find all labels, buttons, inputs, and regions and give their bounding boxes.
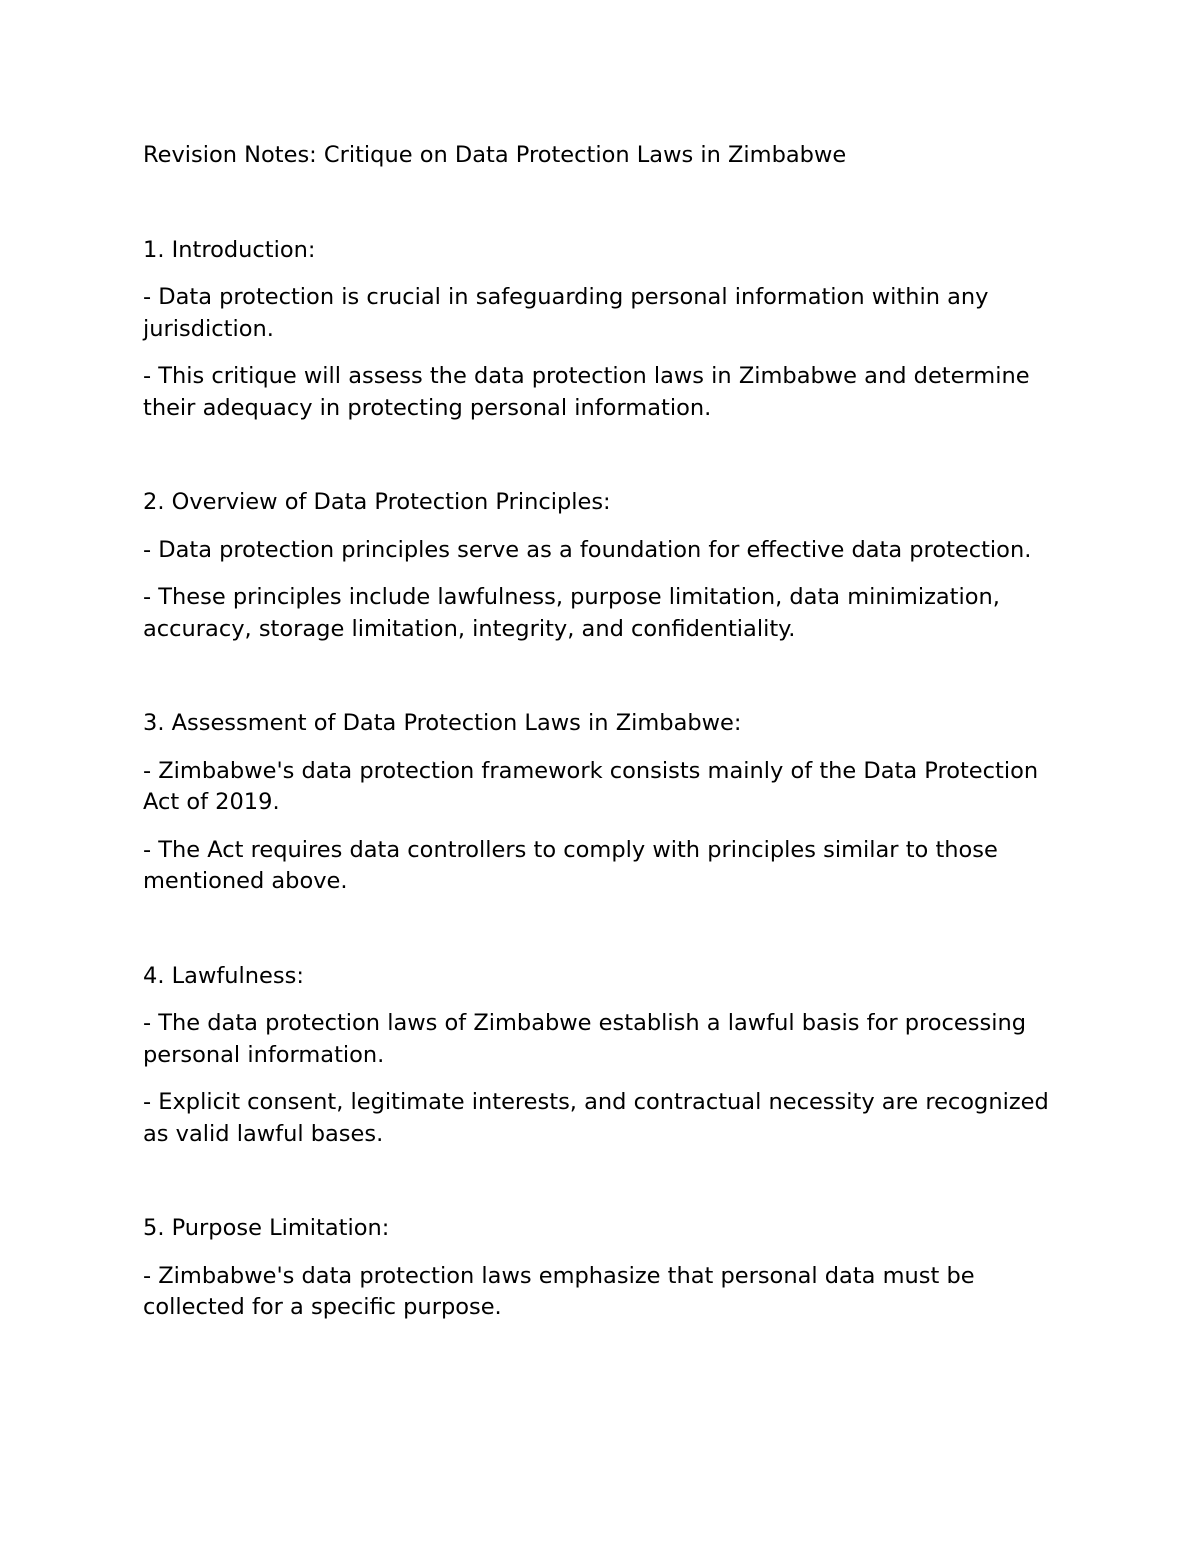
section-assessment — [143, 708, 1073, 898]
section-introduction — [143, 235, 1073, 425]
section-heading: 2. Overview of Data Protection Principles: — [143, 489, 611, 515]
bullet-point: - Data protection is crucial in safeguarding personal information within any jurisdiction. — [143, 284, 989, 342]
document-title: Revision Notes: Critique on Data Protection Laws in Zimbabwe — [143, 142, 847, 168]
section-purpose-limitation — [143, 1213, 1073, 1324]
bullet-point: - This critique will assess the data protection laws in Zimbabwe and determine their adequacy in protecting personal information. — [143, 363, 1030, 421]
bullet-point: - Data protection principles serve as a foundation for effective data protection. — [143, 536, 1032, 563]
bullet-point: - These principles include lawfulness, purpose limitation, data minimization, accuracy, storage limitation, integrity, and confidentiality. — [143, 584, 1000, 642]
section-lawfulness — [143, 961, 1073, 1151]
bullet-point: - The data protection laws of Zimbabwe establish a lawful basis for processing personal information. — [143, 1010, 1027, 1068]
section-heading: 3. Assessment of Data Protection Laws in Zimbabwe: — [143, 710, 742, 736]
bullet-point: - Explicit consent, legitimate interests, and contractual necessity are recognized as valid lawful bases. — [143, 1089, 1049, 1147]
document-body — [143, 140, 1073, 1324]
section-heading: 1. Introduction: — [143, 236, 316, 263]
section-principles-overview — [143, 487, 1073, 645]
section-heading: 4. Lawfulness: — [143, 962, 304, 989]
bullet-point: - The Act requires data controllers to comply with principles similar to those mentioned above. — [143, 836, 998, 894]
bullet-point: - Zimbabwe's data protection framework consists mainly of the Data Protection Act of 2019. — [143, 757, 1039, 815]
section-heading: 5. Purpose Limitation: — [143, 1215, 390, 1241]
bullet-point: - Zimbabwe's data protection laws emphasize that personal data must be collected for a specific purpose. — [143, 1262, 975, 1320]
